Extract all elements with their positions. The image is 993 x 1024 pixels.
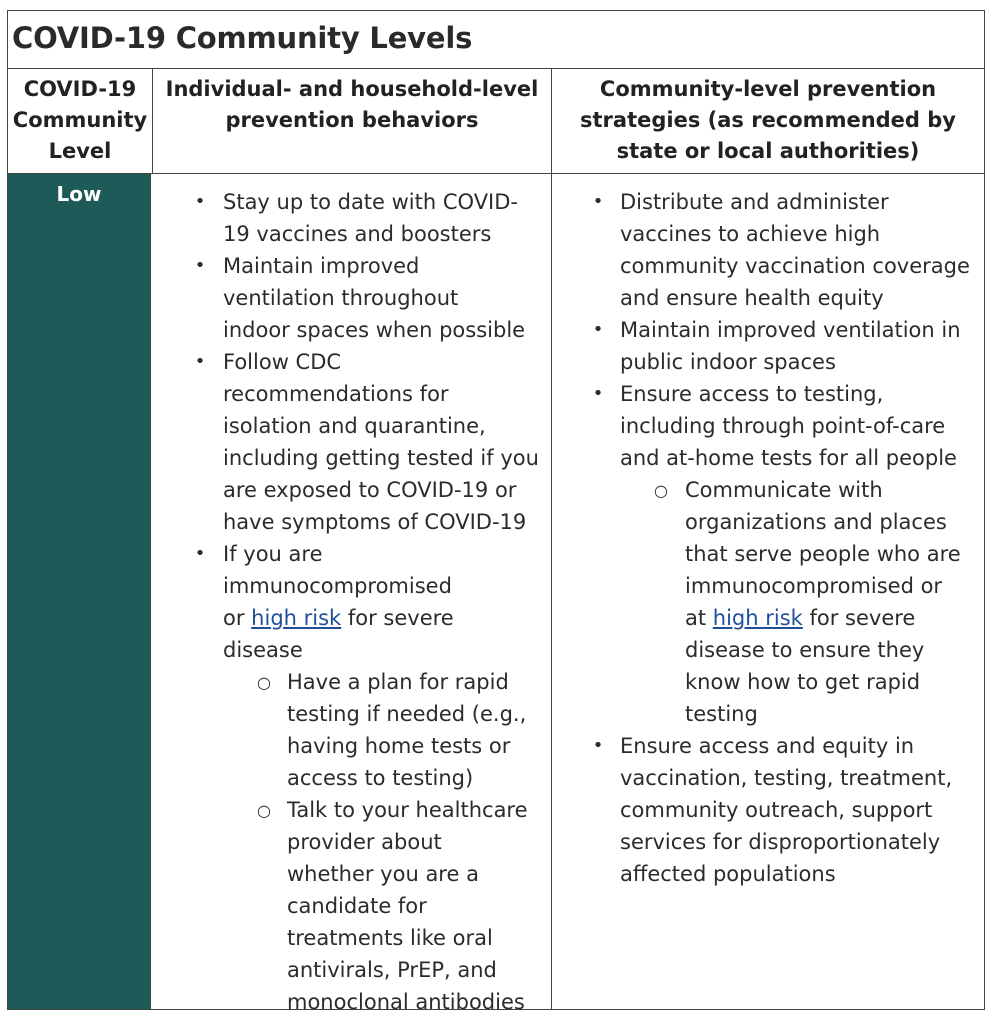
item-line: access to testing) <box>287 766 474 790</box>
item-line: monoclonal antibodies <box>287 990 525 1014</box>
community-prevention-cell <box>552 174 984 1009</box>
circle-bullet-icon: ○ <box>257 801 271 820</box>
item-line: whether you are a <box>287 862 479 886</box>
item-line: affected populations <box>620 862 836 886</box>
list-item <box>552 314 984 378</box>
item-line: and ensure health equity <box>620 286 884 310</box>
header-row <box>8 69 984 174</box>
item-line: Have a plan for rapid <box>287 670 509 694</box>
item-line: organizations and places <box>685 510 947 534</box>
list-item <box>552 730 984 890</box>
level-label: Low <box>56 182 102 206</box>
item-line: isolation and quarantine, <box>223 414 486 438</box>
item-line: antivirals, PrEP, and <box>287 958 497 982</box>
item-line: that serve people who are <box>685 542 961 566</box>
bullet-icon: • <box>194 351 206 372</box>
list-item <box>153 250 551 346</box>
list-item <box>552 186 984 314</box>
item-line: disease to ensure they <box>685 638 925 662</box>
item-line: are exposed to COVID-19 or <box>223 478 517 502</box>
community-levels-table <box>7 10 985 1014</box>
text: for severe <box>341 606 454 630</box>
item-line: vaccination, testing, treatment, <box>620 766 953 790</box>
item-line: Follow CDC <box>223 350 342 374</box>
level-cell <box>8 174 151 1009</box>
title-row <box>8 11 984 69</box>
text: for severe <box>802 606 916 630</box>
item-line: Communicate with <box>685 478 883 502</box>
bullet-icon: • <box>592 191 604 212</box>
list-item <box>552 378 984 474</box>
item-line: provider about <box>287 830 442 854</box>
item-line: If you are <box>223 542 323 566</box>
item-line: Stay up to date with COVID- <box>223 190 518 214</box>
high-risk-link[interactable]: high risk <box>251 606 342 630</box>
list-item <box>153 346 551 538</box>
item-line: 19 vaccines and boosters <box>223 222 492 246</box>
item-line: Maintain improved <box>223 254 420 278</box>
item-line: public indoor spaces <box>620 350 836 374</box>
item-line: Ensure access and equity in <box>620 734 915 758</box>
item-line <box>685 602 984 634</box>
bullet-icon: • <box>194 543 206 564</box>
individual-prevention-cell <box>153 174 552 1014</box>
item-line: Distribute and administer <box>620 190 889 214</box>
header-community-level <box>8 69 153 173</box>
bullet-icon: • <box>194 255 206 276</box>
bullet-icon: • <box>592 319 604 340</box>
item-line: including through point-of-care <box>620 414 946 438</box>
item-line: Maintain improved ventilation in <box>620 318 961 342</box>
level-row-low <box>8 174 984 1014</box>
header-line: strategies (as recommended by <box>580 108 956 132</box>
bullet-icon: • <box>592 735 604 756</box>
list-item <box>153 538 551 666</box>
item-line: disease <box>223 638 303 662</box>
item-line: testing <box>685 702 758 726</box>
high-risk-link[interactable]: high risk <box>712 606 803 630</box>
header-line: COVID-19 <box>23 77 137 101</box>
item-line: Talk to your healthcare <box>287 798 528 822</box>
header-line: Level <box>48 139 112 163</box>
item-line: community outreach, support <box>620 798 933 822</box>
sub-list-item <box>153 794 551 1018</box>
circle-bullet-icon: ○ <box>654 481 668 500</box>
item-line: candidate for <box>287 894 427 918</box>
item-line: immunocompromised or <box>685 574 943 598</box>
header-individual-prevention <box>153 69 552 173</box>
item-line: services for disproportionately <box>620 830 941 854</box>
circle-bullet-icon: ○ <box>257 673 271 692</box>
page-title: COVID-19 Community Levels <box>12 21 473 55</box>
item-line: immunocompromised <box>223 574 452 598</box>
item-line: and at-home tests for all people <box>620 446 957 470</box>
header-community-prevention <box>552 69 984 173</box>
item-line: having home tests or <box>287 734 511 758</box>
item-line: know how to get rapid <box>685 670 921 694</box>
sub-list-item <box>552 474 984 730</box>
header-line: Community-level prevention <box>599 77 937 101</box>
item-line: testing if needed (e.g., <box>287 702 527 726</box>
item-line: indoor spaces when possible <box>223 318 526 342</box>
header-line: Individual- and household-level <box>165 77 539 101</box>
item-line: treatments like oral <box>287 926 493 950</box>
header-line: state or local authorities) <box>616 139 920 163</box>
sub-list-item <box>153 666 551 794</box>
text: or <box>223 606 252 630</box>
item-line <box>223 602 551 634</box>
item-line: have symptoms of COVID-19 <box>223 510 527 534</box>
header-line: Community <box>12 108 148 132</box>
item-line: including getting tested if you <box>223 446 539 470</box>
item-line: vaccines to achieve high <box>620 222 881 246</box>
bullet-icon: • <box>194 191 206 212</box>
item-line: recommendations for <box>223 382 449 406</box>
text: at <box>685 606 713 630</box>
list-item <box>153 186 551 250</box>
individual-list <box>153 186 551 1018</box>
item-line: Ensure access to testing, <box>620 382 884 406</box>
bullet-icon: • <box>592 383 604 404</box>
item-line: community vaccination coverage <box>620 254 970 278</box>
community-list <box>552 186 984 890</box>
item-line: ventilation throughout <box>223 286 459 310</box>
header-line: prevention behaviors <box>225 108 479 132</box>
